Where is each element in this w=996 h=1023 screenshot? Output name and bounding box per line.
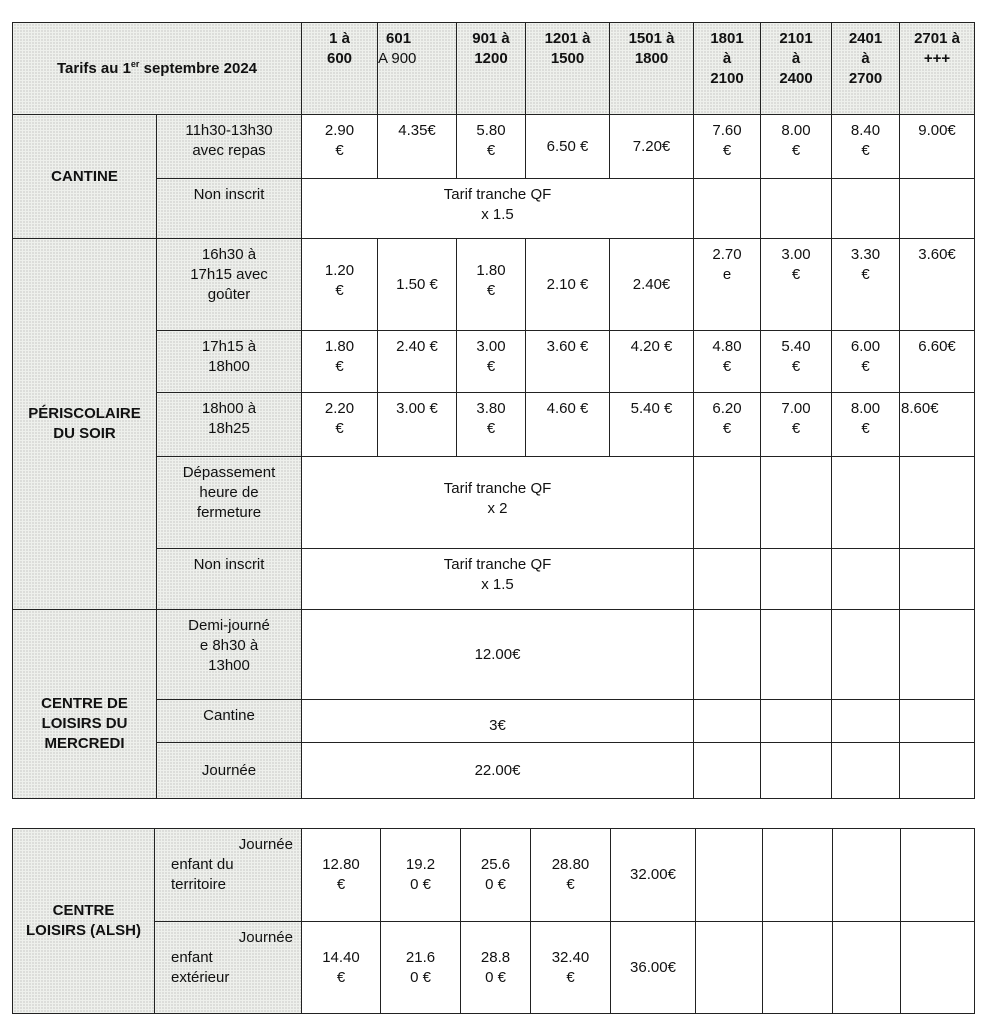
mercredi-demi-journee-row [13,610,975,700]
periscolaire-non-inscrit-value: Tarif tranche QF x 1.5 [302,549,694,610]
bracket-9: 2701 à +++ [900,23,975,115]
price-cell: 3.80 € [457,393,526,457]
price-cell: 6.50 € [526,115,610,179]
price-cell: 32.40 € [531,922,611,1014]
alsh-territoire-row [13,829,975,922]
price-cell: 9.00€ [900,115,975,179]
price-cell: 5.80 € [457,115,526,179]
cantine-non-inscrit-row [13,179,975,239]
price-cell: 3.00 € [378,393,457,457]
price-cell: 25.6 0 € [461,829,531,922]
price-cell: 2.10 € [526,239,610,331]
bracket-1: 1 à 600 [302,23,378,115]
cantine-label: CANTINE [13,115,157,239]
mercredi-value: 3€ [302,700,694,743]
mercredi-cantine-row [13,700,975,743]
periscolaire-depassement-label: Dépassement heure de fermeture [157,457,302,549]
price-cell: 1.20 € [302,239,378,331]
price-cell: 3.60€ [900,239,975,331]
price-cell: 5.40 € [761,331,832,393]
cantine-repas-row [13,115,975,179]
tarifs-table [12,22,975,799]
price-cell: 1.50 € [378,239,457,331]
price-cell: 14.40 € [302,922,381,1014]
alsh-exterieur-row [13,922,975,1014]
periscolaire-slot-label: 17h15 à 18h00 [157,331,302,393]
bracket-7: 2101 à 2400 [761,23,832,115]
price-cell: 3.30 € [832,239,900,331]
price-cell: 5.40 € [610,393,694,457]
price-cell: 1.80 € [457,239,526,331]
mercredi-slot-label: Cantine [157,700,302,743]
periscolaire-slot-label: 18h00 à 18h25 [157,393,302,457]
alsh-table [12,828,975,1014]
mercredi-value: 22.00€ [302,743,694,799]
price-cell: 2.40 € [378,331,457,393]
periscolaire-non-inscrit-row [13,549,975,610]
mercredi-slot-label: Journée [157,743,302,799]
price-cell: 2.20 € [302,393,378,457]
cantine-non-inscrit-label: Non inscrit [157,179,302,239]
periscolaire-label: PÉRISCOLAIRE DU SOIR [13,239,157,610]
price-cell: 6.60€ [900,331,975,393]
periscolaire-slot-label: 16h30 à 17h15 avec goûter [157,239,302,331]
cantine-repas-label: 11h30-13h30 avec repas [157,115,302,179]
price-cell: 21.6 0 € [381,922,461,1014]
price-cell: 1.80 € [302,331,378,393]
price-cell: 2.70 e [694,239,761,331]
periscolaire-row-3 [13,393,975,457]
price-cell: 12.80 € [302,829,381,922]
alsh-slot-label: Journée enfant du territoire [155,829,302,922]
periscolaire-depassement-value: Tarif tranche QF x 2 [302,457,694,549]
price-cell: 3.00 € [457,331,526,393]
periscolaire-non-inscrit-label: Non inscrit [157,549,302,610]
bracket-2: 601 A 900 [378,23,457,115]
header-row [13,23,975,115]
price-cell: 7.20€ [610,115,694,179]
price-cell: 32.00€ [611,829,696,922]
periscolaire-row-2 [13,331,975,393]
price-cell: 2.40€ [610,239,694,331]
mercredi-journee-row [13,743,975,799]
price-cell: 3.60 € [526,331,610,393]
mercredi-slot-label: Demi-journé e 8h30 à 13h00 [157,610,302,700]
bracket-4: 1201 à 1500 [526,23,610,115]
price-cell: 8.60€ [900,393,975,457]
price-cell: 8.00 € [832,393,900,457]
alsh-label: CENTRE LOISIRS (ALSH) [13,829,155,1014]
price-cell: 28.8 0 € [461,922,531,1014]
price-cell: 4.80 € [694,331,761,393]
bracket-3: 901 à 1200 [457,23,526,115]
table-title: Tarifs au 1er septembre 2024 [13,23,302,115]
mercredi-label: CENTRE DE LOISIRS DU MERCREDI [13,610,157,799]
bracket-6: 1801 à 2100 [694,23,761,115]
bracket-5: 1501 à 1800 [610,23,694,115]
cantine-non-inscrit-value: Tarif tranche QF x 1.5 [302,179,694,239]
price-cell: 8.00 € [761,115,832,179]
price-cell: 2.90 € [302,115,378,179]
price-cell: 4.20 € [610,331,694,393]
mercredi-value: 12.00€ [302,610,694,700]
price-cell: 6.00 € [832,331,900,393]
price-cell: 8.40 € [832,115,900,179]
price-cell: 4.60 € [526,393,610,457]
price-cell: 3.00 € [761,239,832,331]
price-cell: 19.2 0 € [381,829,461,922]
alsh-slot-label: Journée enfant extérieur [155,922,302,1014]
price-cell: 36.00€ [611,922,696,1014]
price-cell: 28.80 € [531,829,611,922]
price-cell: 7.00 € [761,393,832,457]
price-cell: 7.60 € [694,115,761,179]
periscolaire-depassement-row [13,457,975,549]
price-cell: 4.35€ [378,115,457,179]
bracket-8: 2401 à 2700 [832,23,900,115]
periscolaire-row-1 [13,239,975,331]
price-cell: 6.20 € [694,393,761,457]
